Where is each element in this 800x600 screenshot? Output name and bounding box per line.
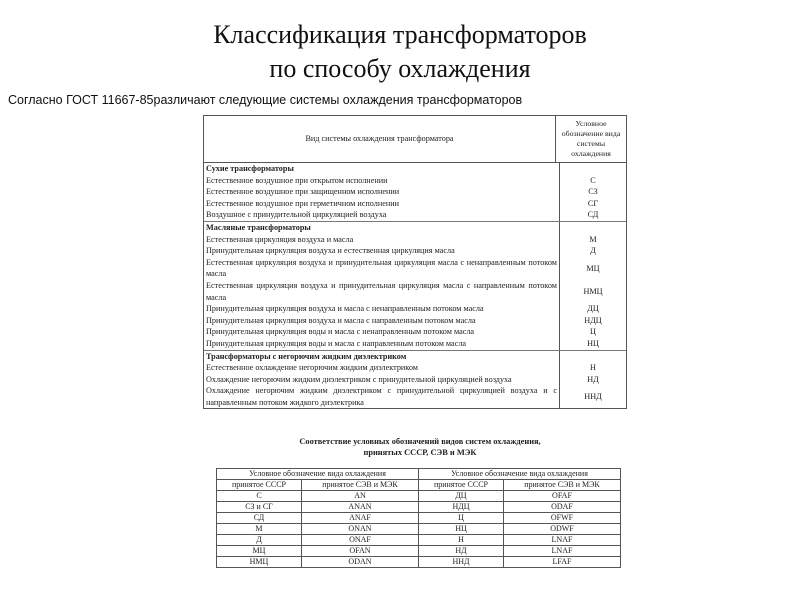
table1-row <box>204 374 626 386</box>
table1-section-row <box>204 163 626 175</box>
table1-body <box>204 163 626 408</box>
table1-cell-description: Воздушное с принудительной циркуляцией воздуха <box>204 209 560 221</box>
table1-header-type: Вид системы охлаждения трансформатора <box>204 116 556 162</box>
table1-row <box>204 234 626 246</box>
table2-group-header: Условное обозначение вида охлаждения <box>217 469 419 480</box>
table2-row <box>217 546 621 557</box>
title-line-1: Классификация трансформаторов <box>213 20 587 49</box>
table1-row <box>204 326 626 338</box>
table1-cell-description: Охлаждение негорючим жидким диэлектриком с принудительной циркуляцией воздуха и с направленным потоком жидкого диэлектрика <box>204 385 560 408</box>
table1-section-title: Трансформаторы с негорючим жидким диэлектриком <box>204 351 560 363</box>
table2-cell: Н <box>418 535 503 546</box>
table1-cell-code: СД <box>587 210 599 220</box>
table2-cell: OFAF <box>503 491 620 502</box>
table1-cell-description: Принудительная циркуляция воздуха и естественная циркуляция масла <box>204 245 560 257</box>
table1-cell-code: Ц <box>590 327 596 337</box>
table1-cell-code: М <box>589 234 597 244</box>
table1-cell-description: Принудительная циркуляция воды и масла с направленным потоком масла <box>204 338 560 350</box>
table2-cell: OFAN <box>301 546 418 557</box>
table2-cell: LFAF <box>503 557 620 568</box>
table2-cell: ДЦ <box>418 491 503 502</box>
table1-row <box>204 338 626 350</box>
table1-cell-description: Естественное воздушное при герметичном исполнении <box>204 198 560 210</box>
table1-cell-code: С <box>590 175 596 185</box>
table1-header <box>204 116 626 163</box>
table2-sub-header: принятое СССР <box>418 480 503 491</box>
table2-cell: СЗ и СГ <box>217 502 302 513</box>
table2-cell: ANAF <box>301 513 418 524</box>
table2-cell: LNAF <box>503 546 620 557</box>
table1-cell-description: Принудительная циркуляция воды и масла с ненаправленным потоком масла <box>204 326 560 338</box>
table1-cell-description: Принудительная циркуляция воздуха и масла с направленным потоком масла <box>204 315 560 327</box>
table2-group-header-row <box>217 469 621 480</box>
table2-cell: ANAN <box>301 502 418 513</box>
table1-section-title: Масляные трансформаторы <box>204 222 560 234</box>
slide-subtitle: Согласно ГОСТ 11667-85различают следующие системы охлаждения трансформаторов <box>8 93 523 107</box>
table2-cell: ONAN <box>301 524 418 535</box>
table2-row <box>217 502 621 513</box>
table2-cell: НМЦ <box>217 557 302 568</box>
table2-caption <box>215 436 625 458</box>
table1-row <box>204 245 626 257</box>
table2-row <box>217 535 621 546</box>
table2-sub-header: принятое СЭВ и МЭК <box>503 480 620 491</box>
table1-section-code-empty <box>560 222 626 234</box>
table1-row <box>204 198 626 210</box>
table1-cell-code: Д <box>590 246 596 256</box>
table1-cell-description: Естественное воздушное при защищенном исполнении <box>204 186 560 198</box>
table1-row <box>204 303 626 315</box>
table1-row <box>204 186 626 198</box>
table1-cell-description: Естественная циркуляция воздуха и принудительная циркуляция масла с направленным потоком масла <box>204 280 560 303</box>
table1-section-title: Сухие трансформаторы <box>204 163 560 175</box>
table1-cell-code: НЦ <box>587 338 599 348</box>
table1-cell-description: Охлаждение негорючим жидким диэлектриком с принудительной циркуляцией воздуха <box>204 374 560 386</box>
table2-cell: МЦ <box>217 546 302 557</box>
table1-section-code-empty <box>560 351 626 363</box>
table2-cell: НЦ <box>418 524 503 535</box>
table1-cell-code: ННД <box>584 392 602 402</box>
table2-cell: AN <box>301 491 418 502</box>
table1-cell-code: НД <box>587 374 599 384</box>
table2-cell: НД <box>418 546 503 557</box>
table1-section-code-empty <box>560 163 626 175</box>
table1-cell-code: ДЦ <box>587 304 599 314</box>
table2-cell: ODAN <box>301 557 418 568</box>
table1-row <box>204 362 626 374</box>
table1-cell-code: МЦ <box>586 263 600 273</box>
table2-caption-line-2: принятых СССР, СЭВ и МЭК <box>363 448 477 457</box>
table2-sub-header-row <box>217 480 621 491</box>
table1-row <box>204 175 626 187</box>
table2-row <box>217 491 621 502</box>
table2-cell: Ц <box>418 513 503 524</box>
table2-group-header: Условное обозначение вида охлаждения <box>418 469 620 480</box>
table2-cell: ODWF <box>503 524 620 535</box>
table1-cell-code: СЗ <box>588 187 598 197</box>
table1-cell-description: Естественное охлаждение негорючим жидким диэлектриком <box>204 362 560 374</box>
table1-cell-description: Принудительная циркуляция воздуха и масла с ненаправленным потоком масла <box>204 303 560 315</box>
table1-cell-description: Естественное воздушное при открытом исполнении <box>204 175 560 187</box>
table1-row <box>204 315 626 327</box>
table2-row <box>217 524 621 535</box>
table2-cell: СД <box>217 513 302 524</box>
table2-cell: ННД <box>418 557 503 568</box>
table1-cell-description: Естественная циркуляция воздуха и масла <box>204 234 560 246</box>
table2-cell: С <box>217 491 302 502</box>
slide-title <box>0 18 800 86</box>
table2-cell: ODAF <box>503 502 620 513</box>
table1-cell-code: Н <box>590 363 596 373</box>
table1-cell-description: Естественная циркуляция воздуха и принудительная циркуляция масла с ненаправленным потоком масла <box>204 257 560 280</box>
table1-section-row <box>204 350 626 363</box>
table1-header-code: Условное обозначение вида системы охлаждения <box>561 119 621 158</box>
table2-cell: OFWF <box>503 513 620 524</box>
table2-row <box>217 557 621 568</box>
table2-sub-header: принятое СССР <box>217 480 302 491</box>
table1-row <box>204 209 626 221</box>
table2-caption-line-1: Соответствие условных обозначений видов систем охлаждения, <box>299 437 541 446</box>
table2-row <box>217 513 621 524</box>
table2-cell: НДЦ <box>418 502 503 513</box>
table1-section-row <box>204 221 626 234</box>
cooling-systems-table <box>203 115 627 409</box>
table2-sub-header: принятое СЭВ и МЭК <box>301 480 418 491</box>
table1-cell-code: СГ <box>587 198 599 208</box>
table1-row <box>204 257 626 280</box>
table2-cell: LNAF <box>503 535 620 546</box>
title-line-2: по способу охлаждения <box>269 54 531 83</box>
table2-cell: Д <box>217 535 302 546</box>
designation-correspondence-table <box>216 468 621 568</box>
table1-row <box>204 385 626 408</box>
table1-row <box>204 280 626 303</box>
table1-cell-code: НМЦ <box>583 286 603 296</box>
table1-cell-code: НДЦ <box>584 315 602 325</box>
table2-cell: М <box>217 524 302 535</box>
table2-cell: ONAF <box>301 535 418 546</box>
